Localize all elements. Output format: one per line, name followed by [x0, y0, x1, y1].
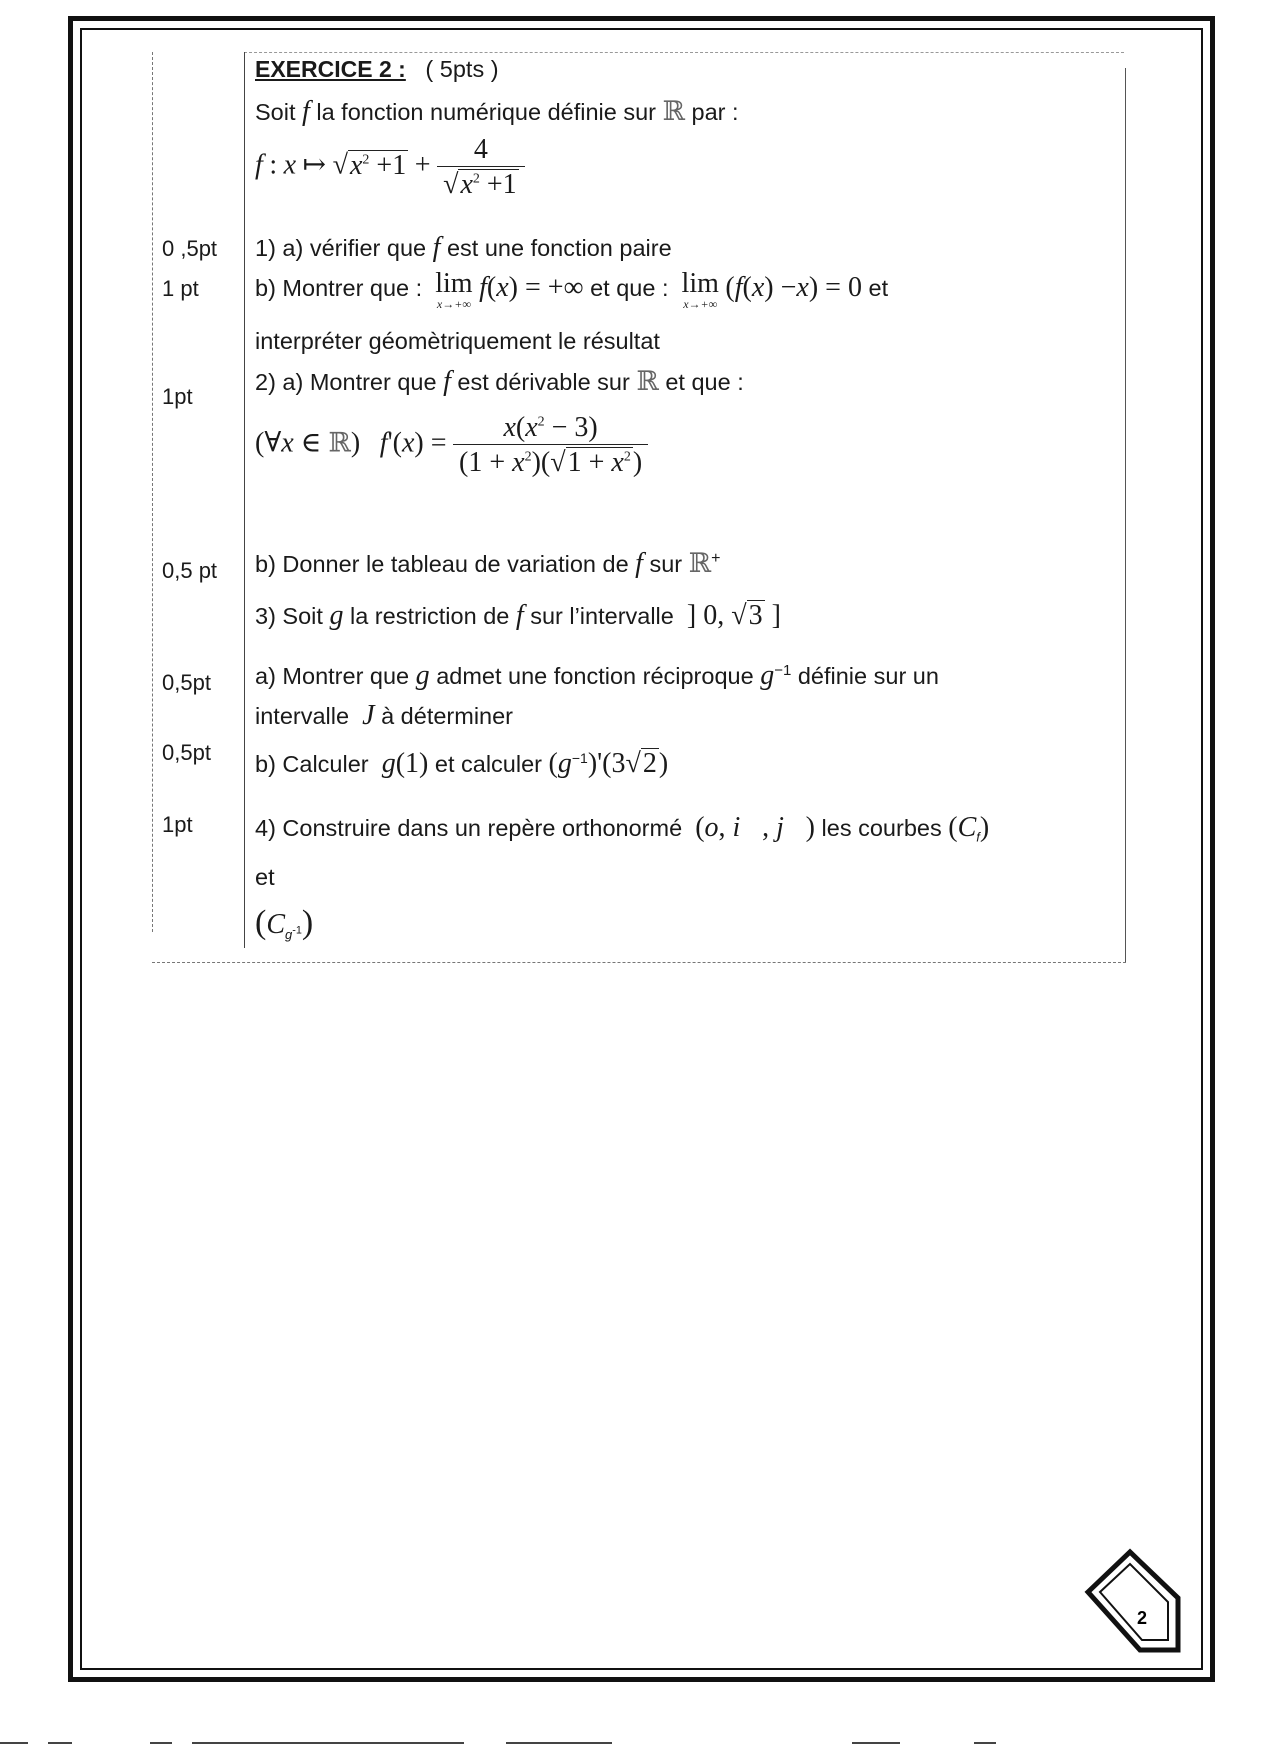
scan-dash [506, 1742, 612, 1744]
exercise-points: ( 5pts ) [425, 56, 499, 82]
points-q1a: 0 ,5pt [162, 236, 218, 261]
question-3: 3) Soit g la restriction de f sur l’intervalle ] 0, √3 ] [255, 600, 781, 631]
points-q3b: 0,5pt [162, 740, 211, 765]
derivative-formula: (∀x ∈ ℝ) f'(x) = $\frac{x(x^2 - 3)}{(1 + x^2)(√1 + x^2)}$ [255, 412, 648, 479]
scan-dash [150, 1742, 172, 1744]
function-definition: f : x ↦ $√x^2 +1$ + $\frac{4}{√x^2 +1}$ [255, 134, 525, 201]
points-divider [244, 52, 245, 948]
question-3b: b) Calculer g(1) et calculer $(g^{-1})'(3√2)$ [255, 748, 669, 779]
curve-inverse: $(C_{g^{-1}})$ [255, 904, 314, 942]
points-q1b: 1 pt [162, 276, 199, 301]
scan-dash [192, 1742, 464, 1744]
question-2b: b) Donner le tableau de variation de f sur ℝ+ [255, 548, 721, 579]
exercise-header [255, 56, 499, 83]
question-3a-continued: intervalle J à déterminer [255, 700, 514, 731]
exercise-title: EXERCICE 2 : [255, 56, 406, 82]
points-q4: 1pt [162, 812, 193, 837]
exercise-box-bottom [152, 962, 1126, 963]
points-q2b: 0,5 pt [162, 558, 218, 583]
question-1a: 1) a) vérifier que f est une fonction paire [255, 232, 672, 263]
question-4-continued: et [255, 864, 275, 890]
scan-dash [852, 1742, 900, 1744]
page-number: 2 [1136, 1608, 1148, 1628]
question-2a: 2) a) Montrer que f est dérivable sur ℝ et que : [255, 366, 744, 397]
points-q2a: 1pt [162, 384, 193, 409]
page-number-badge [1082, 1548, 1192, 1658]
exercise-box-right [1125, 68, 1126, 962]
points-q3a: 0,5pt [162, 670, 211, 695]
scan-dash [974, 1742, 996, 1744]
scan-dash [0, 1742, 28, 1744]
points-margin-line [152, 52, 153, 932]
scan-dash [48, 1742, 72, 1744]
question-1b-continued: interpréter géomètriquement le résultat [255, 328, 660, 354]
exercise-box-top [244, 52, 1124, 53]
question-4: 4) Construire dans un repère orthonormé (o, i⃗, j⃗) les courbes $(C_f)$ [255, 812, 990, 845]
question-3a: a) Montrer que g admet une fonction réciproque $g^{-1}$ définie sur un [255, 660, 939, 691]
question-1b: b) Montrer que : lim x→+∞ f(x) = +∞ et que : lim x→+∞ (f(x) −x) = 0 et [255, 268, 889, 311]
exercise-intro: Soit f la fonction numérique définie sur ℝ par : [255, 96, 739, 127]
